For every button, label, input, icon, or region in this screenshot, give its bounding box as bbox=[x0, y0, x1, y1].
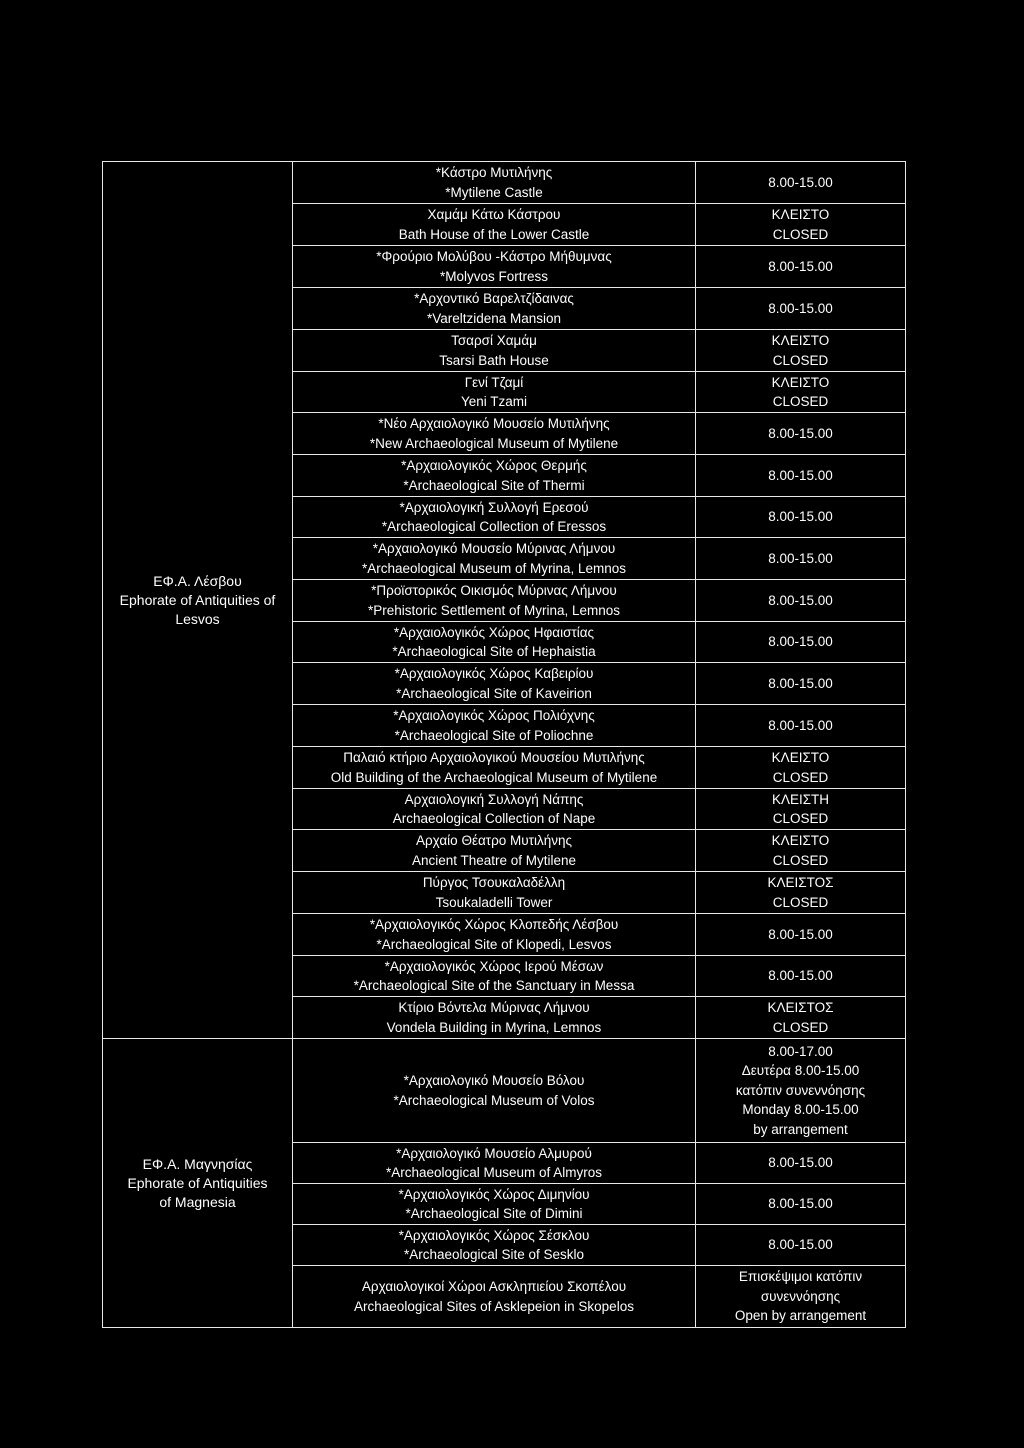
opening-hours-line: ΚΛΕΙΣΤΗ bbox=[771, 791, 830, 807]
opening-hours-cell bbox=[696, 872, 906, 914]
site-name-cell bbox=[293, 872, 696, 914]
site-name-line: Κτίριο Βόντελα Μύρινας Λήμνου bbox=[398, 1000, 590, 1015]
opening-hours-line: 8.00-17.00 bbox=[768, 1043, 833, 1059]
ephorate-name-line: of Magnesia bbox=[159, 1193, 236, 1210]
opening-hours-line: CLOSED bbox=[772, 894, 829, 910]
opening-hours-line: CLOSED bbox=[772, 769, 829, 785]
site-name-cell bbox=[293, 914, 696, 956]
ephorate-name-line: Lesvos bbox=[175, 610, 220, 627]
site-name-line: *Archaeological Site of Hephaistia bbox=[392, 644, 596, 659]
site-name-cell bbox=[293, 580, 696, 622]
ephorate-cell bbox=[103, 1039, 293, 1328]
ephorate-name-line: ΕΦ.Α. Λέσβου bbox=[153, 572, 242, 589]
site-name-line: Archaeological Collection of Nape bbox=[392, 811, 596, 826]
site-name-line: *Αρχαιολογικό Μουσείο Βόλου bbox=[403, 1073, 585, 1088]
site-name-cell bbox=[293, 204, 696, 246]
opening-hours-cell bbox=[696, 413, 906, 455]
site-name-line: *Νέο Αρχαιολογικό Μουσείο Μυτιλήνης bbox=[378, 416, 610, 431]
opening-hours-line: CLOSED bbox=[772, 394, 829, 409]
site-name-line: *Αρχαιολογικός Χώρος Διμηνίου bbox=[398, 1186, 590, 1202]
opening-hours-cell bbox=[696, 622, 906, 663]
opening-hours-line: CLOSED bbox=[772, 352, 829, 368]
site-name-cell bbox=[293, 789, 696, 830]
opening-hours-line: Επισκέψιμοι κατόπιν bbox=[738, 1269, 863, 1285]
opening-hours-line: 8.00-15.00 bbox=[768, 675, 833, 691]
opening-hours-cell bbox=[696, 580, 906, 622]
site-name-cell bbox=[293, 956, 696, 997]
site-name-line: *Archaeological Site of Sesklo bbox=[403, 1247, 585, 1262]
opening-hours-cell bbox=[696, 830, 906, 872]
opening-hours-line: 8.00-15.00 bbox=[768, 300, 833, 316]
site-name-line: Χαμάμ Κάτω Κάστρου bbox=[427, 207, 561, 222]
opening-hours-cell bbox=[696, 997, 906, 1039]
table-row bbox=[103, 162, 906, 204]
site-name-line: *Αρχαιολογικός Χώρος Ηφαιστίας bbox=[393, 624, 595, 640]
site-name-line: *Αρχαιολογική Συλλογή Ερεσού bbox=[399, 499, 589, 515]
opening-hours-line: CLOSED bbox=[772, 226, 829, 242]
opening-hours-line: 8.00-15.00 bbox=[768, 509, 833, 525]
opening-hours-line: 8.00-15.00 bbox=[768, 717, 833, 733]
opening-hours-cell bbox=[696, 1143, 906, 1184]
site-name-line: *Archaeological Museum of Myrina, Lemnos bbox=[361, 560, 627, 576]
site-name-line: Tsoukaladelli Tower bbox=[435, 894, 553, 910]
site-name-cell bbox=[293, 330, 696, 372]
opening-hours-line: 8.00-15.00 bbox=[768, 968, 833, 984]
opening-hours-cell bbox=[696, 1225, 906, 1266]
site-name-line: *Archaeological Site of Dimini bbox=[405, 1206, 583, 1221]
opening-hours-cell bbox=[696, 1039, 906, 1143]
opening-hours-cell bbox=[696, 1266, 906, 1328]
site-name-cell bbox=[293, 497, 696, 538]
opening-hours-cell bbox=[696, 162, 906, 204]
site-name-line: *Προϊστορικός Οικισμός Μύρινας Λήμνου bbox=[371, 583, 617, 598]
opening-hours-table bbox=[102, 161, 906, 1328]
site-name-cell bbox=[293, 413, 696, 455]
opening-hours-line: ΚΛΕΙΣΤΟΣ bbox=[767, 875, 834, 890]
site-name-line: *Archaeological Collection of Eressos bbox=[381, 519, 607, 534]
site-name-line: *Αρχοντικό Βαρελτζίδαινας bbox=[414, 291, 574, 306]
site-name-cell bbox=[293, 1039, 696, 1143]
site-name-line: Old Building of the Archaeological Museum of Mytilene bbox=[330, 769, 658, 785]
opening-hours-line: 8.00-15.00 bbox=[768, 550, 833, 566]
site-name-cell bbox=[293, 372, 696, 413]
site-name-line: Αρχαίο Θέατρο Μυτιλήνης bbox=[415, 833, 573, 848]
site-name-line: *Κάστρο Μυτιλήνης bbox=[435, 165, 553, 180]
opening-hours-line: 8.00-15.00 bbox=[768, 634, 833, 650]
opening-hours-cell bbox=[696, 789, 906, 830]
site-name-line: *Αρχαιολογικός Χώρος Σέσκλου bbox=[398, 1227, 590, 1243]
opening-hours-line: 8.00-15.00 bbox=[768, 467, 833, 483]
site-name-line: *Αρχαιολογικός Χώρος Κλοπεδής Λέσβου bbox=[369, 917, 619, 932]
site-name-line: Tsarsi Bath House bbox=[439, 352, 549, 368]
site-name-line: *Vareltzidena Mansion bbox=[426, 310, 562, 326]
site-name-cell bbox=[293, 288, 696, 330]
site-name-line: *Prehistoric Settlement of Myrina, Lemnos bbox=[367, 602, 621, 618]
site-name-cell bbox=[293, 747, 696, 789]
ephorate-name-line: Ephorate of Antiquities bbox=[127, 1174, 268, 1191]
site-name-line: Αρχαιολογικοί Χώροι Ασκληπιείου Σκοπέλου bbox=[361, 1279, 627, 1294]
table-row bbox=[103, 1039, 906, 1143]
site-name-cell bbox=[293, 830, 696, 872]
opening-hours-line: ΚΛΕΙΣΤΟ bbox=[771, 207, 830, 222]
site-name-line: Γενί Τζαμί bbox=[464, 374, 524, 390]
site-name-line: *Φρούριο Μολύβου -Κάστρο Μήθυμνας bbox=[376, 249, 612, 264]
site-name-line: Παλαιό κτήριο Αρχαιολογικού Μουσείου Μυτιλήνης bbox=[343, 750, 645, 765]
opening-hours-line: ΚΛΕΙΣΤΟ bbox=[771, 833, 830, 848]
site-name-line: *Αρχαιολογικός Χώρος Θερμής bbox=[401, 458, 587, 473]
opening-hours-cell bbox=[696, 663, 906, 705]
opening-hours-line: 8.00-15.00 bbox=[768, 258, 833, 274]
opening-hours-cell bbox=[696, 330, 906, 372]
ephorate-cell bbox=[103, 162, 293, 1039]
site-name-line: *Αρχαιολογικός Χώρος Πολιόχνης bbox=[393, 708, 595, 723]
site-name-line: *Archaeological Museum of Almyros bbox=[385, 1165, 603, 1180]
ephorate-name-line: Ephorate of Antiquities of bbox=[119, 591, 276, 608]
site-name-cell bbox=[293, 997, 696, 1039]
opening-hours-cell bbox=[696, 372, 906, 413]
opening-hours-line: Open by arrangement bbox=[734, 1308, 867, 1324]
site-name-line: *Αρχαιολογικό Μουσείο Αλμυρού bbox=[396, 1145, 592, 1161]
site-name-line: *Archaeological Site of Klopedi, Lesvos bbox=[376, 936, 612, 952]
site-name-line: Ancient Theatre of Mytilene bbox=[411, 852, 577, 868]
site-name-cell bbox=[293, 455, 696, 497]
site-name-cell bbox=[293, 1143, 696, 1184]
opening-hours-cell bbox=[696, 246, 906, 288]
opening-hours-line: ΚΛΕΙΣΤΟ bbox=[771, 374, 830, 390]
opening-hours-line: by arrangement bbox=[753, 1121, 848, 1137]
site-name-line: Bath House of the Lower Castle bbox=[398, 226, 590, 242]
opening-hours-line: CLOSED bbox=[772, 1019, 829, 1035]
site-name-line: *Molyvos Fortress bbox=[439, 268, 549, 284]
site-name-line: Τσαρσί Χαμάμ bbox=[451, 333, 537, 348]
opening-hours-cell bbox=[696, 497, 906, 538]
site-name-line: *New Archaeological Museum of Mytilene bbox=[369, 435, 619, 451]
site-name-cell bbox=[293, 622, 696, 663]
site-name-line: *Mytilene Castle bbox=[445, 184, 543, 200]
opening-hours-line: 8.00-15.00 bbox=[768, 926, 833, 942]
site-name-cell bbox=[293, 1184, 696, 1225]
opening-hours-line: ΚΛΕΙΣΤΟ bbox=[771, 333, 830, 348]
opening-hours-cell bbox=[696, 288, 906, 330]
opening-hours-cell bbox=[696, 705, 906, 747]
opening-hours-line: ΚΛΕΙΣΤΟΣ bbox=[767, 1000, 834, 1015]
site-name-cell bbox=[293, 663, 696, 705]
site-name-line: *Archaeological Museum of Volos bbox=[393, 1092, 595, 1108]
site-name-line: *Αρχαιολογικός Χώρος Ιερού Μέσων bbox=[384, 958, 604, 974]
opening-hours-cell bbox=[696, 455, 906, 497]
opening-hours-line: 8.00-15.00 bbox=[768, 174, 833, 190]
opening-hours-cell bbox=[696, 914, 906, 956]
opening-hours-line: CLOSED bbox=[772, 811, 829, 826]
site-name-cell bbox=[293, 162, 696, 204]
site-name-line: Πύργος Τσουκαλαδέλλη bbox=[422, 875, 566, 890]
site-name-line: *Archaeological Site of Poliochne bbox=[394, 727, 594, 743]
site-name-cell bbox=[293, 246, 696, 288]
site-name-cell bbox=[293, 705, 696, 747]
opening-hours-line: 8.00-15.00 bbox=[768, 592, 833, 608]
site-name-line: Archaeological Sites of Asklepeion in Skopelos bbox=[354, 1298, 634, 1314]
site-name-line: Αρχαιολογική Συλλογή Νάπης bbox=[404, 791, 584, 807]
site-name-line: *Αρχαιολογικό Μουσείο Μύρινας Λήμνου bbox=[372, 541, 616, 556]
site-name-line: Vondela Building in Myrina, Lemnos bbox=[386, 1019, 602, 1035]
opening-hours-cell bbox=[696, 956, 906, 997]
opening-hours-line: 8.00-15.00 bbox=[768, 1237, 833, 1253]
opening-hours-line: 8.00-15.00 bbox=[768, 1155, 833, 1171]
opening-hours-line: συνεννόησης bbox=[760, 1288, 841, 1304]
site-name-line: *Αρχαιολογικός Χώρος Καβειρίου bbox=[394, 666, 594, 681]
opening-hours-line: CLOSED bbox=[772, 852, 829, 868]
opening-hours-cell bbox=[696, 1184, 906, 1225]
ephorate-name-line: ΕΦ.Α. Μαγνησίας bbox=[142, 1155, 253, 1172]
opening-hours-line: Monday 8.00-15.00 bbox=[742, 1102, 859, 1118]
opening-hours-line: κατόπιν συνεννόησης bbox=[735, 1082, 866, 1098]
opening-hours-line: Δευτέρα 8.00-15.00 bbox=[741, 1063, 860, 1079]
site-name-line: Yeni Tzami bbox=[460, 394, 528, 409]
opening-hours-line: 8.00-15.00 bbox=[768, 1196, 833, 1212]
site-name-cell bbox=[293, 538, 696, 580]
opening-hours-cell bbox=[696, 204, 906, 246]
opening-hours-line: 8.00-15.00 bbox=[768, 425, 833, 441]
opening-hours-cell bbox=[696, 747, 906, 789]
site-name-line: *Archaeological Site of the Sanctuary in Messa bbox=[353, 978, 635, 993]
site-name-line: *Archaeological Site of Thermi bbox=[403, 477, 585, 493]
site-name-cell bbox=[293, 1266, 696, 1328]
site-name-line: *Archaeological Site of Kaveirion bbox=[396, 685, 592, 701]
opening-hours-line: ΚΛΕΙΣΤΟ bbox=[771, 750, 830, 765]
opening-hours-cell bbox=[696, 538, 906, 580]
site-name-cell bbox=[293, 1225, 696, 1266]
